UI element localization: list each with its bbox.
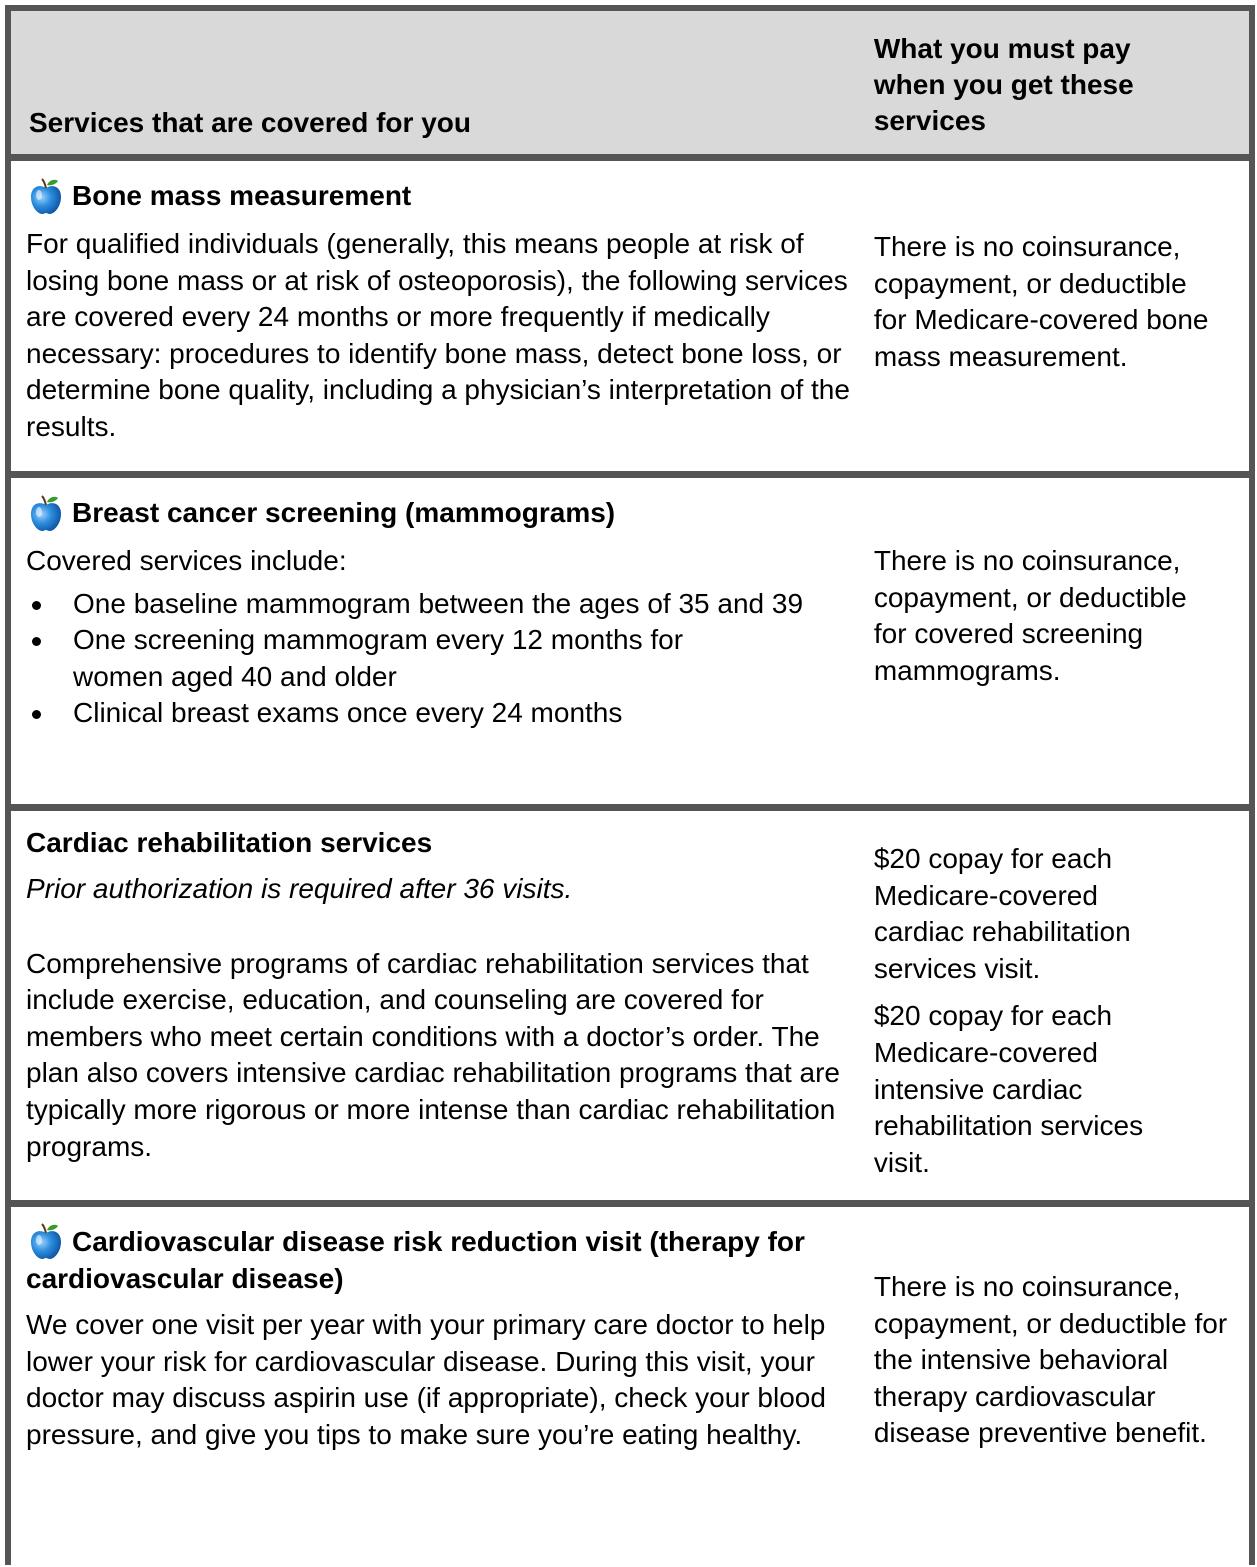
- header-services-cell: [11, 11, 862, 154]
- list-item: Clinical breast exams once every 24 months: [26, 695, 862, 732]
- header-services: Services that are covered for you: [29, 107, 471, 138]
- header-payment-cell: [862, 11, 1249, 154]
- list-item: One baseline mammogram between the ages of 35 and 39: [26, 586, 803, 623]
- service-intro: Covered services include:: [26, 545, 347, 576]
- payment-text-cardiac: $20 copay for each Medicare-covered cardiac rehabilitation services visit.: [873, 843, 1131, 984]
- row-divider: [11, 471, 1249, 478]
- row-divider: [11, 154, 1249, 161]
- service-cell: [11, 811, 862, 1200]
- service-description: Comprehensive programs of cardiac rehabilitation services that include exercise, education, and counseling are covered for members who meet certain conditions with a doctor’s order. The plan also covers intensive cardiac rehabilitation programs that are typically more rigorous or more intense than cardiac rehabilitation programs.: [26, 947, 840, 1162]
- table-row-cardiac-rehab: [11, 811, 1249, 1200]
- apple-icon: [26, 493, 66, 533]
- list-item: One screening mammogram every 12 months for women aged 40 and older: [26, 622, 773, 695]
- table-row-cardiovascular: [11, 1207, 1249, 1567]
- service-title-label: Cardiovascular disease risk reduction visit (therapy for cardiovascular disease): [26, 1226, 805, 1294]
- header-payment: What you must pay when you get these services: [873, 33, 1134, 136]
- service-title: [26, 176, 862, 216]
- apple-icon: [26, 176, 66, 216]
- payment-cell: [862, 161, 1249, 471]
- service-title: [26, 825, 862, 861]
- service-cell: [11, 478, 862, 804]
- service-title-text: [26, 1221, 861, 1297]
- service-description: For qualified individuals (generally, this means people at risk of losing bone mass or at risk of osteoporosis), the following services are covered every 24 months or more frequently if medically necessary: procedures to identify bone mass, detect bone loss, or determine bone quality, including a physician’s interpretation of the results.: [26, 228, 850, 442]
- payment-text: There is no coinsurance, copayment, or deductible for the intensive behavioral therapy cardiovascular disease preventive benefit.: [873, 1271, 1228, 1449]
- service-title-text: Breast cancer screening (mammograms): [72, 497, 616, 528]
- table-row-breast-cancer: [11, 478, 1249, 804]
- benefits-table: [5, 5, 1255, 1565]
- row-divider: [11, 1200, 1249, 1207]
- prior-auth-note: Prior authorization is required after 36 visits.: [26, 873, 573, 904]
- payment-text: There is no coinsurance, copayment, or deductible for covered screening mammograms.: [873, 545, 1187, 686]
- covered-services-list: [26, 586, 862, 732]
- row-divider: [11, 804, 1249, 811]
- service-title-text: Cardiac rehabilitation services: [26, 827, 433, 858]
- payment-text: There is no coinsurance, copayment, or deductible for Medicare-covered bone mass measurement.: [873, 231, 1209, 372]
- payment-cell: [862, 478, 1249, 804]
- service-description: We cover one visit per year with your primary care doctor to help lower your risk for cardiovascular disease. During this visit, your doctor may discuss aspirin use (if appropriate), check your blood pressure, and give you tips to make sure you’re eating healthy.: [26, 1309, 826, 1450]
- table-header: [11, 11, 1249, 154]
- table-row-bone-mass: [11, 161, 1249, 471]
- service-cell: [11, 1207, 862, 1567]
- service-title: [26, 1221, 861, 1297]
- payment-text-intensive: $20 copay for each Medicare-covered intensive cardiac rehabilitation services visit.: [873, 1000, 1144, 1178]
- service-cell: [11, 161, 862, 471]
- payment-cell: [862, 1207, 1249, 1567]
- payment-cell: [862, 811, 1249, 1200]
- service-title-text: Bone mass measurement: [72, 180, 412, 211]
- service-title: [26, 493, 862, 533]
- apple-icon: [26, 1221, 66, 1261]
